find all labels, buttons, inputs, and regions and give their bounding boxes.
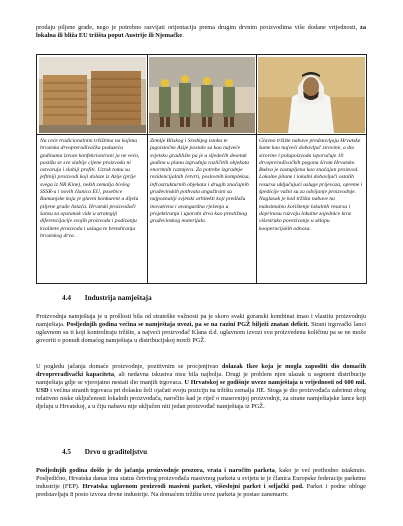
table-cell-traditional-markets: Na ceće tradicionalnim tržištima na kojima hrvatska drvoprerađivačka poduzeća godinama izvoze konfekcionirani ja ne većo, postižu se sve slabije cijene proizvoda ni ostvaruju i slabiji profiti. Uzrok tomu su jeftiniji proizvodi koji dolaze iz Azije (prije svega iz NR Kine), nekih zemalja bivšeg SSSR-a i novih članica EU, posebice Rumunjske koja je glavni konkurent u dijelu piljene građe listača. Hrvatski proizvođači šansu za opstanak vide u strategiji diferencijacije svojih proizvoda i podizanju kvalitete proizvoda i usluga te brendiranju hrvatskog drva. <box>40 138 140 239</box>
stacked-lumber-photo <box>39 57 146 133</box>
sheikh-portrait-photo <box>258 57 365 133</box>
intro-line2-bold: za lokalna ili bliža EU tržišta poput Austrije ili Njemačke <box>36 24 366 40</box>
table-column-divider <box>256 55 257 283</box>
paragraph-text: , ali nedavna iskustva nisu bila najbolja. Drugi je problem njen ulazak u segment distribucije namještaja gdje se vjerojatno nestati dio manjih trgovaca. <box>36 371 367 387</box>
furniture-paragraph-2 <box>36 363 366 412</box>
paragraph-bold-text: Hrvatska uglavnom proizvodi masivni parket, višeslojni parket i seljački pod. <box>82 483 304 491</box>
workers-in-middle-east-photo <box>149 57 255 133</box>
section-number: 4.5 <box>62 448 71 456</box>
intro-paragraph <box>36 24 366 40</box>
paragraph-bold-text: Posljednjih godina većina se namještaja uvozi, pa se na razini PGŽ bilježi znatan deficit. <box>66 321 310 329</box>
paragraph-bold-text: dolazak Ikee koja je mogla zaposliti dio domaćih drvoprerađivački kapaciteta <box>36 363 366 379</box>
intro-line2-plain: dodane vrijednosti, <box>307 24 358 31</box>
paragraph-text: Proizvodnja namještaja je u prošlosti bila od strateške važnosti pa je skoro svaki goranski kombinat imao i vlastitu proizvodnju namještaja. <box>36 313 366 329</box>
table-row-divider <box>37 134 366 135</box>
paragraph-text: Parket i podne obloge predstavljaju 8 posto izvoza drvne industrije. Na domaćem tržištu uvoz parketa je postao zanemariv. <box>36 483 366 499</box>
table-cell-middle-east-markets: Zemlje Bliskog i Srednjeg istoka te jugoistočne Azije postale su kao najveće svjetsko gradilište pa je u sljedećih desetak godina u planu izgradnja različitih objekata enormnih razmjera. Za potrebe izgradnje rezidencijalnih četvrti, poslovnih kompleksa, infrastrukturnih objekata i drugih značajnih građevinskih pothvata angažirani su najpoznatiji svjetski arhitekti koji predlažu inovativna i avangardna rješenja u projektiranju i uporabi drva kao prestižnog građevinskog materijala. <box>150 138 250 225</box>
paragraph-bold-text: U Hrvatskoj se godišnje uveze namještaja u vrijednosti od 600 mil. USD <box>36 379 366 395</box>
section-title: Drvo u graditeljstvu <box>84 448 148 456</box>
paragraph-text: , kako je već prethodno istaknuto. Posljedično, Hrvatska danas ima status četvrtog proizvođača masivnog parketa u svijetu te je članica Europske federacije parketne industrije (FEP). <box>36 467 366 491</box>
furniture-paragraph-1 <box>36 313 366 345</box>
section-heading-4-4 <box>62 294 152 302</box>
section-number: 4.4 <box>62 294 71 302</box>
table-column-divider <box>147 55 148 283</box>
section-title: Industrija namještaja <box>84 294 152 302</box>
paragraph-text: U pogledu jačanja domaće proizvodnje, pozitivnim se procjenjivao <box>36 363 222 370</box>
photo-comparison-table <box>36 54 367 284</box>
intro-line2-end: . <box>182 32 184 40</box>
section-heading-4-5 <box>62 448 147 456</box>
table-cell-supply-markets: Glavno tržište nabave predstavljaju Hrvatske šume kao najveći dobavljač sirovine, a dio sirovine i polupoizvoda isporučuje 10 drvoprerađivačkih pogona širom Hrvatske. Bukva je zastupljena kao značajan proizvod. Lokalne pilane i lokalni dobavljači ostalih resursa uključujući usluge prijevoza, opreme i špedicije važni su za odvijanje proizvodnje. Naglasak je kod tržišta nabave na maksimalno korištenje lokalnih resursa i doprinosu razvoju lokalne zajednice kroz višestruko povezivanje u sklopu kooperacijskih odnosa. <box>259 138 363 232</box>
paragraph-text: i većina stranih trgovaca pri dolasku želi ojačati svoju poziciju na tržištu zemalja JIE. Stoga je dio proizvođača zabrinut zbog relativno niske uključenosti lokalnih proizvođača, naročito kad je riječ o masovnijoj proizvodnji, za strane namještajske lance koji djeluju u Hrvatskoj, a u čiju nabavu nije uključen niti jedan proizvođač namještaja iz PGŽ. <box>36 387 366 411</box>
paragraph-bold-text: Posljednjih godina došlo je do jačanja proizvodnje prozora, vrata i naročito parketa <box>36 467 275 474</box>
wood-construction-paragraph <box>36 467 366 499</box>
paragraph-text: Strani trgovački lanci uglavnom su ti koji kontroliraju tržište, a najveći proizvođač Klana d.d. uglavnom izvozi svu proizvedenu količinu pa se ne može govoriti o ponudi domaćeg namještaja u distribucijskoj mreži PGŽ. <box>36 321 366 345</box>
intro-line1: prodaju piljene građe, nego je potrebno razvijati orijentaciju prema drugim drvnim proizvodima više <box>36 24 305 31</box>
